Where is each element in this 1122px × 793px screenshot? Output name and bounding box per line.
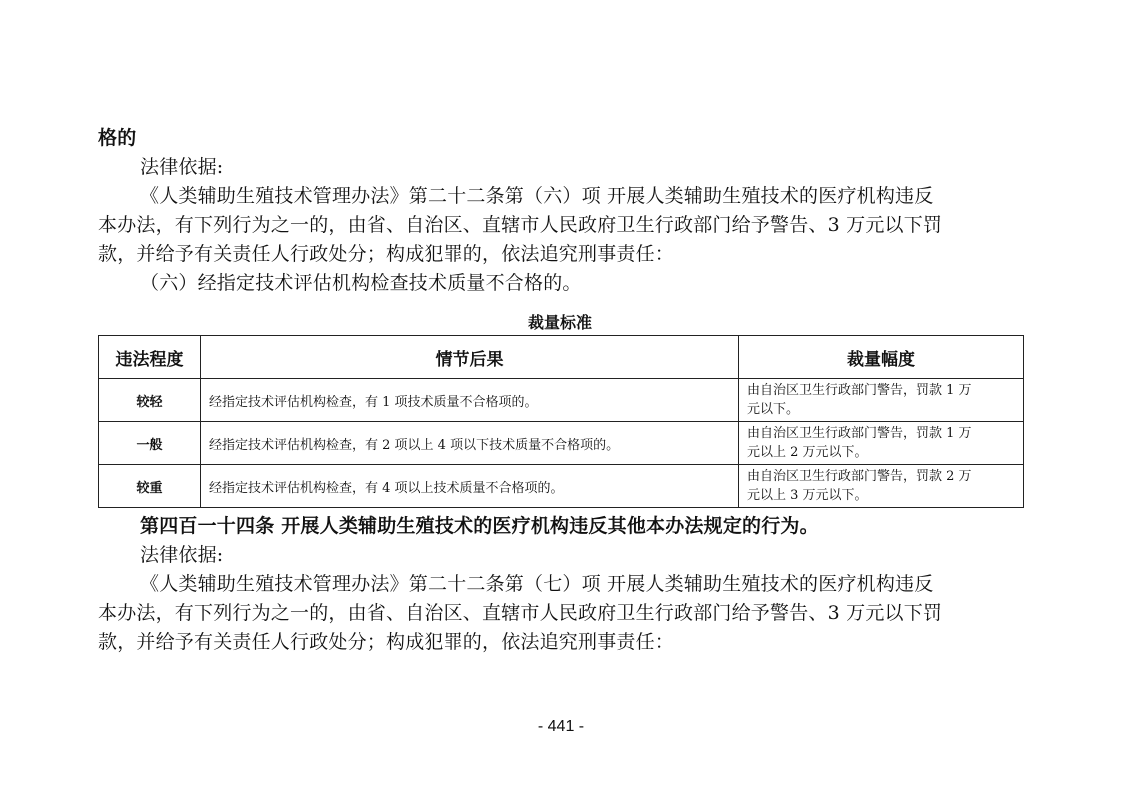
table-row — [99, 379, 1024, 422]
legal-text-line: 款，并给予有关责任人行政处分；构成犯罪的，依法追究刑事责任： — [98, 243, 675, 265]
penalty-line: 元以下。 — [747, 402, 800, 417]
legal-text-line: 本办法，有下列行为之一的，由省、自治区、直辖市人民政府卫生行政部门给予警告、3 万元以下罚 — [98, 214, 943, 236]
legal-text-line: 《人类辅助生殖技术管理办法》第二十二条第（七）项 开展人类辅助生殖技术的医疗机构违反 — [140, 573, 934, 595]
legal-item: （六）经指定技术评估机构检查技术质量不合格的。 — [140, 272, 582, 294]
legal-basis-label: 法律依据: — [140, 156, 224, 178]
article-heading-tail: 格的 — [98, 127, 137, 149]
legal-basis-label: 法律依据: — [140, 544, 224, 566]
penalty-line: 由自治区卫生行政部门警告，罚款 1 万 — [747, 426, 972, 441]
column-header: 裁量幅度 — [739, 336, 1024, 379]
penalty-line: 由自治区卫生行政部门警告，罚款 1 万 — [747, 383, 972, 398]
legal-text-line: 《人类辅助生殖技术管理办法》第二十二条第（六）项 开展人类辅助生殖技术的医疗机构违反 — [140, 185, 934, 207]
column-header: 情节后果 — [201, 336, 739, 379]
discretion-standard-table — [98, 335, 1024, 508]
penalty-line: 元以上 3 万元以下。 — [747, 488, 868, 503]
circumstance: 经指定技术评估机构检查，有 2 项以上 4 项以下技术质量不合格项的。 — [201, 422, 739, 465]
circumstance: 经指定技术评估机构检查，有 1 项技术质量不合格项的。 — [201, 379, 739, 422]
column-header: 违法程度 — [99, 336, 201, 379]
violation-level: 一般 — [99, 422, 201, 465]
legal-text-line: 款，并给予有关责任人行政处分；构成犯罪的，依法追究刑事责任： — [98, 631, 675, 653]
table-title: 裁量标准 — [527, 313, 592, 332]
violation-level: 较重 — [99, 465, 201, 508]
circumstance: 经指定技术评估机构检查，有 4 项以上技术质量不合格项的。 — [201, 465, 739, 508]
table-row — [99, 422, 1024, 465]
article-heading: 第四百一十四条 开展人类辅助生殖技术的医疗机构违反其他本办法规定的行为。 — [140, 515, 819, 537]
penalty-range — [739, 379, 1024, 422]
penalty-line: 由自治区卫生行政部门警告，罚款 2 万 — [747, 469, 972, 484]
penalty-range — [739, 465, 1024, 508]
penalty-line: 元以上 2 万元以下。 — [747, 445, 868, 460]
legal-text-line: 本办法，有下列行为之一的，由省、自治区、直辖市人民政府卫生行政部门给予警告、3 万元以下罚 — [98, 602, 943, 624]
page-number: - 441 - — [537, 718, 585, 735]
table-row — [99, 465, 1024, 508]
table-header-row — [99, 336, 1024, 379]
penalty-range — [739, 422, 1024, 465]
violation-level: 较轻 — [99, 379, 201, 422]
